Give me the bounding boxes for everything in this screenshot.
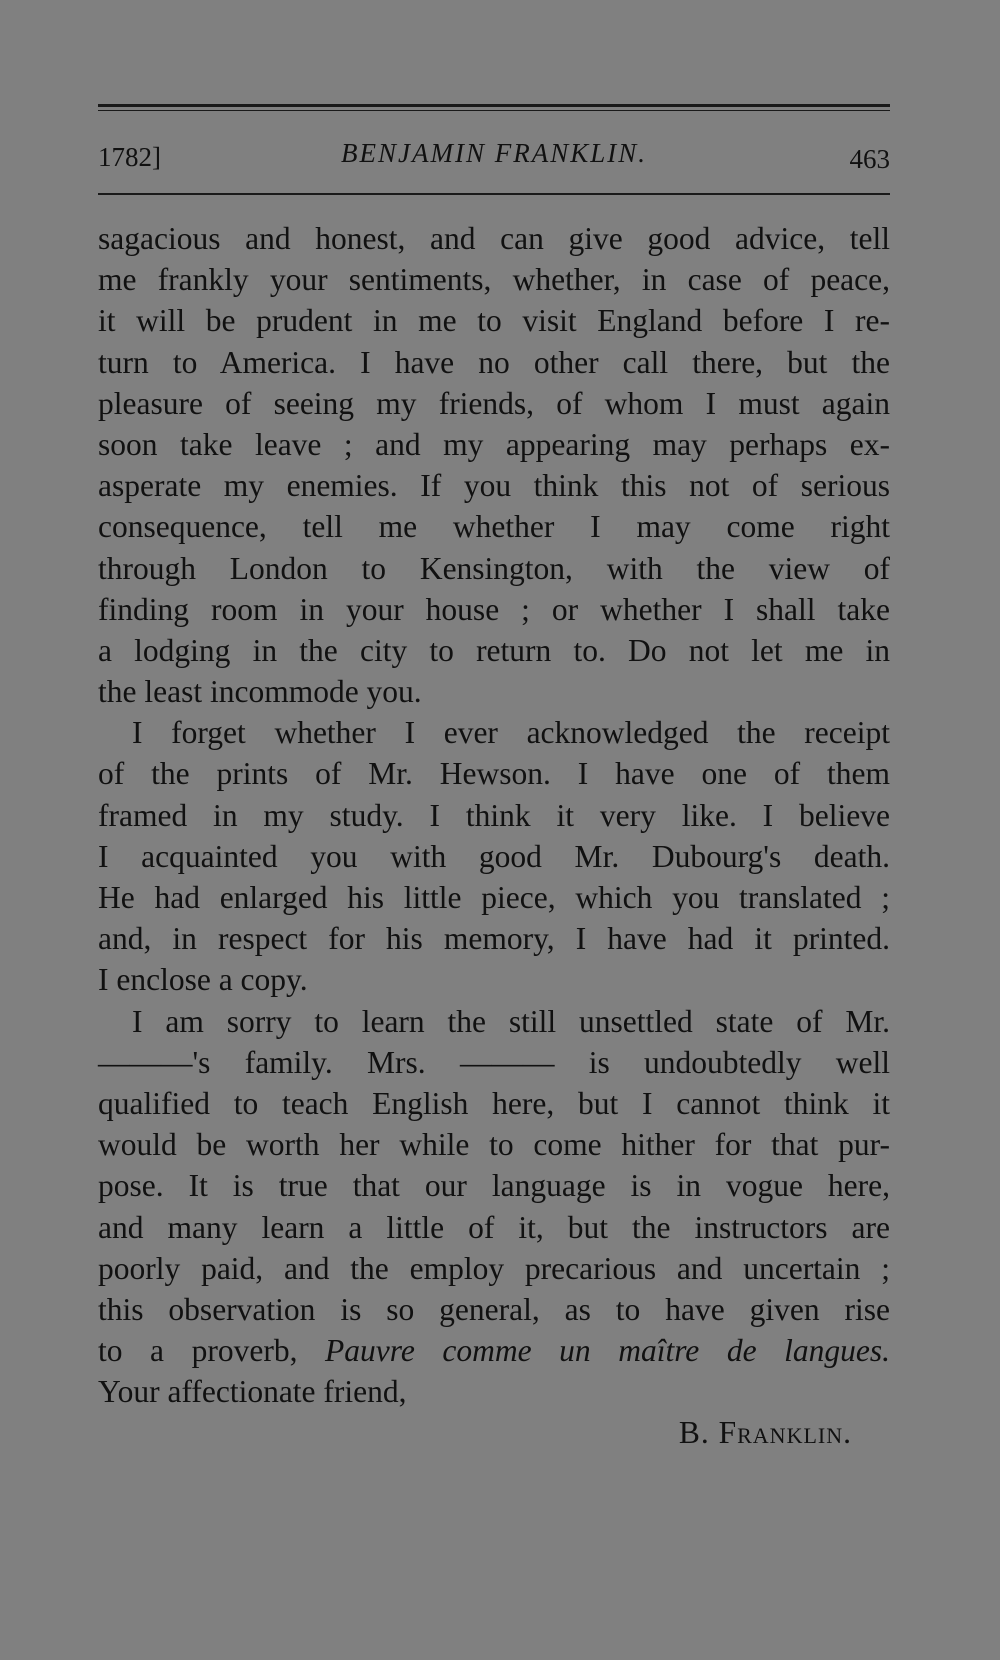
text-line: pose. It is true that our language is in vogue here,	[98, 1168, 890, 1204]
text-line: asperate my enemies. If you think this not of serious	[98, 468, 890, 504]
text-line: turn to America. I have no other call there, but the	[98, 344, 890, 380]
text-line: I acquainted you with good Mr. Dubourg's death.	[98, 838, 890, 874]
text-line: me frankly your sentiments, whether, in case of peace,	[98, 262, 890, 298]
text-line: ———'s family. Mrs. ——— is undoubtedly well	[98, 1044, 890, 1080]
text-line: qualified to teach English here, but I cannot think it	[98, 1085, 890, 1121]
text-line: sagacious and honest, and can give good advice, tell	[98, 221, 890, 256]
text-line: would be worth her while to come hither for that pur-	[98, 1127, 890, 1163]
text-line: this observation is so general, as to have given rise	[98, 1291, 890, 1327]
text-line: and, in respect for his memory, I have had it printed.	[98, 921, 890, 957]
text-line: and many learn a little of it, but the instructors are	[98, 1209, 890, 1245]
text-line: it will be prudent in me to visit England before I re-	[98, 303, 890, 339]
closing: Your affectionate friend,	[98, 1374, 407, 1410]
text-line-with-proverb	[98, 1330, 890, 1371]
text-line: finding room in your house ; or whether I shall take	[98, 591, 890, 627]
text-line: poorly paid, and the employ precarious and uncertain ;	[98, 1250, 890, 1286]
page-number: 463	[849, 144, 890, 174]
text-line: pleasure of seeing my friends, of whom I must again	[98, 385, 890, 421]
text-line: He had enlarged his little piece, which you translated ;	[98, 880, 890, 915]
proverb: Pauvre comme un maître de langues.	[325, 1333, 890, 1369]
text-line: of the prints of Mr. Hewson. I have one of them	[98, 756, 890, 792]
letter-body	[98, 218, 890, 1454]
running-head-title: BENJAMIN FRANKLIN.	[341, 138, 647, 168]
text-line: a lodging in the city to return to. Do not let me in	[98, 632, 890, 668]
header-rule-bottom	[98, 193, 890, 195]
running-head	[98, 138, 890, 178]
text-line: consequence, tell me whether I may come right	[98, 509, 890, 545]
text-line: framed in my study. I think it very like. I believe	[98, 797, 890, 833]
text-line: I forget whether I ever acknowledged the receipt	[132, 715, 890, 751]
text-line: I am sorry to learn the still unsettled state of Mr.	[132, 1003, 890, 1039]
text-line: I enclose a copy.	[98, 962, 308, 998]
header-rule-top	[98, 104, 890, 107]
header-rule-top-thin	[98, 110, 890, 111]
text-line: through London to Kensington, with the view of	[98, 550, 890, 586]
text-line: soon take leave ; and my appearing may perhaps ex-	[98, 426, 890, 462]
text-line: to a proverb,	[98, 1333, 298, 1369]
signature: B. Franklin.	[678, 1415, 852, 1451]
text-line: the least incommode you.	[98, 674, 422, 710]
running-head-year: 1782]	[98, 142, 161, 172]
